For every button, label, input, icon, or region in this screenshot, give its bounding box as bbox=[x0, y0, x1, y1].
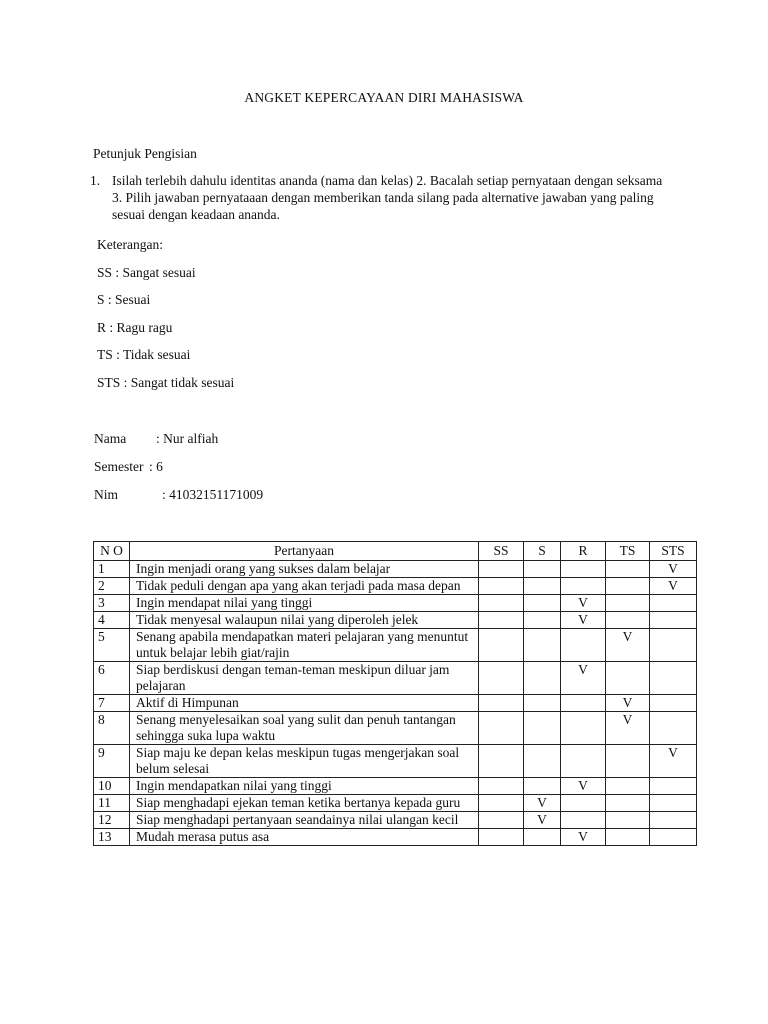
cell-ss[interactable] bbox=[479, 795, 524, 812]
instruction-text: Isilah terlebih dahulu identitas ananda (nama dan kelas) 2. Bacalah setiap pernyataan dengan seksama 3. Pilih jawaban pernyataaan dengan memberikan tanda silang pada alternative jawaban yang paling sesuai dengan keadaan ananda. bbox=[112, 173, 663, 222]
row-number: 1 bbox=[94, 561, 130, 578]
cell-s[interactable] bbox=[524, 561, 561, 578]
header-ts: TS bbox=[606, 542, 650, 561]
cell-r[interactable] bbox=[561, 629, 606, 662]
cell-r[interactable]: V bbox=[561, 662, 606, 695]
cell-s[interactable] bbox=[524, 629, 561, 662]
cell-sts[interactable] bbox=[650, 629, 697, 662]
row-number: 11 bbox=[94, 795, 130, 812]
cell-r[interactable]: V bbox=[561, 595, 606, 612]
cell-sts[interactable]: V bbox=[650, 578, 697, 595]
cell-s[interactable] bbox=[524, 662, 561, 695]
identity-nim-row bbox=[94, 486, 264, 503]
row-number: 2 bbox=[94, 578, 130, 595]
row-question: Siap berdiskusi dengan teman-teman meskipun diluar jam pelajaran bbox=[130, 662, 479, 695]
table-row bbox=[94, 578, 697, 595]
instructions-heading: Petunjuk Pengisian bbox=[93, 146, 197, 161]
row-number: 10 bbox=[94, 778, 130, 795]
cell-sts[interactable] bbox=[650, 795, 697, 812]
questionnaire-table bbox=[93, 541, 697, 846]
row-question: Siap maju ke depan kelas meskipun tugas mengerjakan soal belum selesai bbox=[130, 745, 479, 778]
header-r: R bbox=[561, 542, 606, 561]
cell-sts[interactable] bbox=[650, 612, 697, 629]
table-row bbox=[94, 612, 697, 629]
semester-label: Semester bbox=[94, 459, 144, 474]
name-label: Nama bbox=[94, 431, 127, 446]
table-row bbox=[94, 712, 697, 745]
identity-name-row bbox=[94, 430, 219, 447]
cell-sts[interactable] bbox=[650, 595, 697, 612]
cell-ts[interactable] bbox=[606, 795, 650, 812]
cell-r[interactable]: V bbox=[561, 829, 606, 846]
cell-ts[interactable] bbox=[606, 829, 650, 846]
cell-ss[interactable] bbox=[479, 561, 524, 578]
row-question: Senang menyelesaikan soal yang sulit dan penuh tantangan sehingga suka lupa waktu bbox=[130, 712, 479, 745]
cell-ss[interactable] bbox=[479, 629, 524, 662]
table-row bbox=[94, 662, 697, 695]
cell-r[interactable]: V bbox=[561, 612, 606, 629]
cell-ts[interactable] bbox=[606, 561, 650, 578]
row-number: 9 bbox=[94, 745, 130, 778]
cell-ts[interactable] bbox=[606, 812, 650, 829]
cell-s[interactable] bbox=[524, 745, 561, 778]
cell-sts[interactable] bbox=[650, 695, 697, 712]
cell-ss[interactable] bbox=[479, 829, 524, 846]
cell-s[interactable] bbox=[524, 829, 561, 846]
table-row bbox=[94, 795, 697, 812]
cell-ss[interactable] bbox=[479, 695, 524, 712]
cell-r[interactable]: V bbox=[561, 778, 606, 795]
cell-ts[interactable] bbox=[606, 662, 650, 695]
row-number: 8 bbox=[94, 712, 130, 745]
cell-sts[interactable] bbox=[650, 778, 697, 795]
row-question: Mudah merasa putus asa bbox=[130, 829, 479, 846]
legend-item-ts: TS : Tidak sesuai bbox=[97, 347, 191, 362]
cell-sts[interactable] bbox=[650, 662, 697, 695]
cell-s[interactable] bbox=[524, 712, 561, 745]
cell-ss[interactable] bbox=[479, 595, 524, 612]
cell-ts[interactable] bbox=[606, 578, 650, 595]
cell-ss[interactable] bbox=[479, 612, 524, 629]
cell-sts[interactable] bbox=[650, 812, 697, 829]
table-row bbox=[94, 629, 697, 662]
row-question: Ingin mendapat nilai yang tinggi bbox=[130, 595, 479, 612]
cell-ss[interactable] bbox=[479, 778, 524, 795]
legend-item-r: R : Ragu ragu bbox=[97, 320, 173, 335]
cell-ts[interactable] bbox=[606, 778, 650, 795]
header-ss: SS bbox=[479, 542, 524, 561]
row-number: 3 bbox=[94, 595, 130, 612]
row-number: 4 bbox=[94, 612, 130, 629]
cell-ss[interactable] bbox=[479, 662, 524, 695]
legend-item-sts: STS : Sangat tidak sesuai bbox=[97, 375, 235, 390]
cell-r[interactable] bbox=[561, 578, 606, 595]
header-question: Pertanyaan bbox=[130, 542, 479, 561]
cell-r[interactable] bbox=[561, 695, 606, 712]
row-question: Siap menghadapi ejekan teman ketika bertanya kepada guru bbox=[130, 795, 479, 812]
cell-s[interactable] bbox=[524, 595, 561, 612]
row-number: 5 bbox=[94, 629, 130, 662]
cell-r[interactable] bbox=[561, 812, 606, 829]
cell-sts[interactable]: V bbox=[650, 561, 697, 578]
cell-sts[interactable]: V bbox=[650, 745, 697, 778]
cell-r[interactable] bbox=[561, 795, 606, 812]
cell-r[interactable] bbox=[561, 745, 606, 778]
row-number: 6 bbox=[94, 662, 130, 695]
cell-s[interactable]: V bbox=[524, 795, 561, 812]
row-number: 12 bbox=[94, 812, 130, 829]
cell-r[interactable] bbox=[561, 561, 606, 578]
row-question: Tidak peduli dengan apa yang akan terjadi pada masa depan bbox=[130, 578, 479, 595]
cell-ss[interactable] bbox=[479, 578, 524, 595]
document-title: ANGKET KEPERCAYAAN DIRI MAHASISWA bbox=[244, 90, 524, 105]
identity-semester-row bbox=[94, 458, 163, 475]
cell-ts[interactable]: V bbox=[606, 712, 650, 745]
row-question: Siap menghadapi pertanyaan seandainya nilai ulangan kecil bbox=[130, 812, 479, 829]
cell-s[interactable] bbox=[524, 578, 561, 595]
row-number: 7 bbox=[94, 695, 130, 712]
nim-label: Nim bbox=[94, 487, 119, 502]
row-question: Tidak menyesal walaupun nilai yang diperoleh jelek bbox=[130, 612, 479, 629]
cell-ss[interactable] bbox=[479, 812, 524, 829]
instruction-number: 1. bbox=[90, 173, 101, 188]
header-no: N O bbox=[94, 542, 130, 561]
cell-ss[interactable] bbox=[479, 712, 524, 745]
cell-sts[interactable] bbox=[650, 829, 697, 846]
cell-ts[interactable] bbox=[606, 595, 650, 612]
legend-heading: Keterangan: bbox=[97, 237, 163, 252]
header-s: S bbox=[524, 542, 561, 561]
row-question: Aktif di Himpunan bbox=[130, 695, 479, 712]
row-number: 13 bbox=[94, 829, 130, 846]
table-row bbox=[94, 778, 697, 795]
cell-s[interactable] bbox=[524, 695, 561, 712]
nim-value: : 41032151171009 bbox=[162, 487, 264, 502]
row-question: Ingin mendapatkan nilai yang tinggi bbox=[130, 778, 479, 795]
semester-value: : 6 bbox=[149, 459, 163, 474]
legend-item-s: S : Sesuai bbox=[97, 292, 151, 307]
row-question: Senang apabila mendapatkan materi pelajaran yang menuntut untuk belajar lebih giat/rajin bbox=[130, 629, 479, 662]
cell-s[interactable] bbox=[524, 778, 561, 795]
cell-ss[interactable] bbox=[479, 745, 524, 778]
cell-r[interactable] bbox=[561, 712, 606, 745]
cell-s[interactable] bbox=[524, 612, 561, 629]
name-value: : Nur alfiah bbox=[156, 431, 219, 446]
cell-s[interactable]: V bbox=[524, 812, 561, 829]
cell-ts[interactable]: V bbox=[606, 629, 650, 662]
row-question: Ingin menjadi orang yang sukses dalam belajar bbox=[130, 561, 479, 578]
cell-ts[interactable] bbox=[606, 745, 650, 778]
table-row bbox=[94, 812, 697, 829]
table-row bbox=[94, 829, 697, 846]
legend-item-ss: SS : Sangat sesuai bbox=[97, 265, 196, 280]
table-row bbox=[94, 595, 697, 612]
cell-ts[interactable] bbox=[606, 612, 650, 629]
header-sts: STS bbox=[650, 542, 697, 561]
cell-ts[interactable]: V bbox=[606, 695, 650, 712]
table-header-row bbox=[94, 542, 697, 561]
table-row bbox=[94, 695, 697, 712]
cell-sts[interactable] bbox=[650, 712, 697, 745]
table-row bbox=[94, 561, 697, 578]
table-row bbox=[94, 745, 697, 778]
